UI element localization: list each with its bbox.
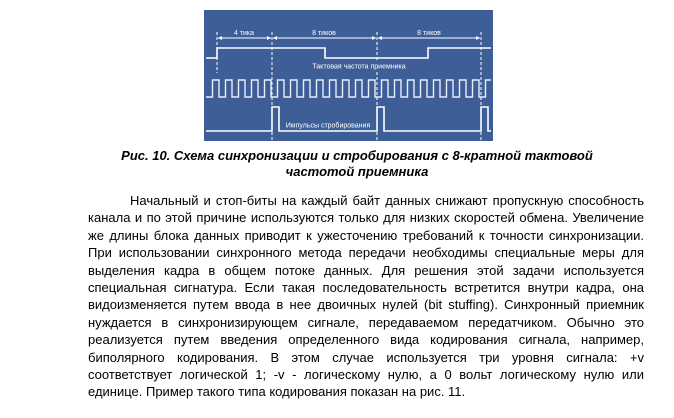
body-text (88, 192, 644, 401)
figure-caption (60, 148, 654, 180)
arrowhead (372, 36, 376, 40)
arrowhead (476, 36, 480, 40)
arrowhead (218, 36, 222, 40)
arrowhead (267, 36, 271, 40)
strobe-label: Импульсы стробирования (285, 122, 371, 130)
caption-line-1: Рис. 10. Схема синхронизации и стробирования с 8-кратной тактовой (121, 148, 593, 163)
data-signal-waveform (206, 48, 491, 58)
arrowhead (378, 36, 382, 40)
span-label-8-ticks-2: 8 тиков (417, 30, 441, 37)
timing-diagram-svg (204, 10, 493, 141)
clock-label: Тактовая частота приемника (312, 63, 406, 71)
arrowhead (273, 36, 277, 40)
caption-line-2: частотой приемника (285, 164, 429, 179)
body-paragraph: Начальный и стоп-биты на каждый байт данных снижают пропускную способность канала и по этой причине используются только для низких скоростей обмена. Увеличение же длины блока данных приводит к ужесточению требований к точности синхронизации. При использовании синхронного метода передачи необходимы специальные меры для выделения кадра в общем потоке данных. Для решения этой задачи используется специальная сигнатура. Если такая последовательность встретится внутри кадра, она видоизменяется путем ввода в нее двоичных нулей (bit stuffing). Синхронный приемник нуждается в синхронизирующем сигнале, передаваемом передатчиком. Обычно это реализуется путем введения определенного вида кодирования сигнала, например, биполярного кодирования. В этом случае используется три уровня сигнала: +v соответствует логической 1; -v - логическому нулю, а 0 вольт логическому нулю или единице. Пример такого типа кодирования показан на рис. 11. (88, 193, 644, 400)
sync-strobe-diagram (204, 10, 493, 141)
span-label-4-ticks: 4 тика (233, 30, 255, 37)
receiver-clock-waveform (206, 80, 491, 97)
span-label-8-ticks-1: 8 тиков (312, 30, 336, 37)
